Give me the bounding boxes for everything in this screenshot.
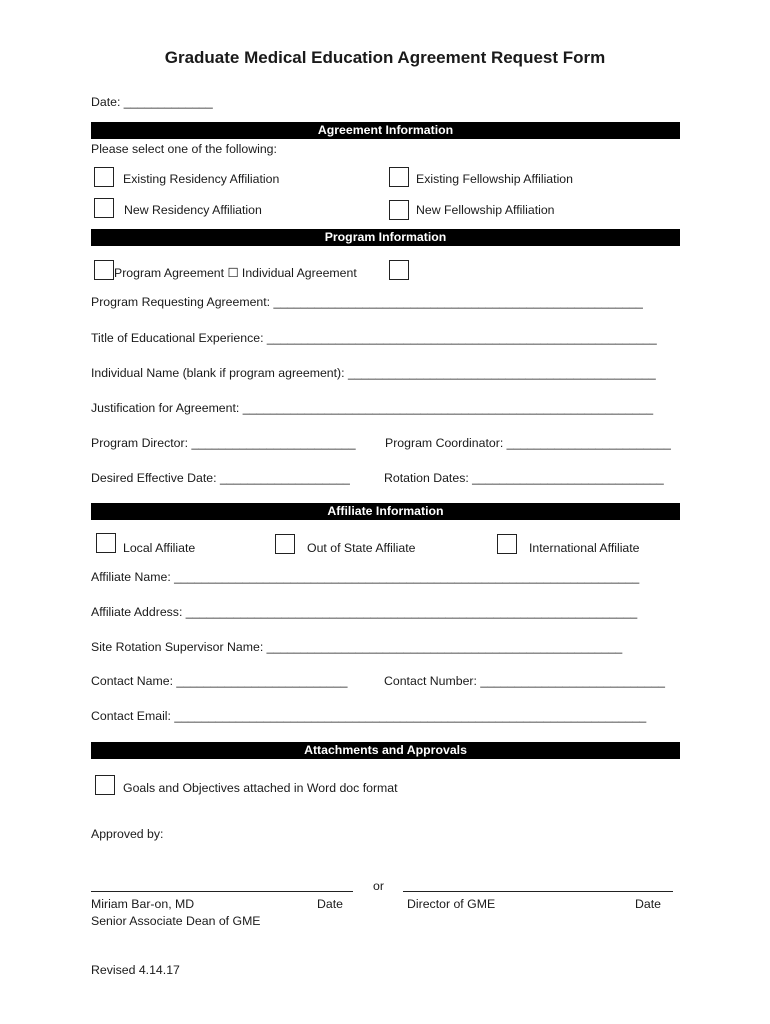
- justification-field[interactable]: Justification for Agreement: ____________________________________________________________: [91, 401, 654, 415]
- date-label-dean: Date: [317, 897, 343, 911]
- international-affiliate-checkbox[interactable]: [497, 534, 517, 554]
- individual-name-field[interactable]: Individual Name (blank if program agreement): _____________________________________________: [91, 366, 656, 380]
- program-director-field[interactable]: Program Director: ________________________: [91, 436, 356, 450]
- contact-number-field[interactable]: Contact Number: ___________________________: [384, 674, 666, 688]
- section-agreement-information: Agreement Information: [91, 122, 680, 139]
- new-fellowship-checkbox[interactable]: [389, 200, 409, 220]
- approved-by-label: Approved by:: [91, 827, 164, 841]
- form-title: Graduate Medical Education Agreement Request Form: [164, 48, 606, 67]
- section-affiliate-information: Affiliate Information: [91, 503, 680, 520]
- date-label-director: Date: [635, 897, 661, 911]
- goals-objectives-checkbox[interactable]: [95, 775, 115, 795]
- or-label: or: [373, 879, 384, 893]
- new-residency-label: New Residency Affiliation: [124, 203, 262, 217]
- signature-line-dean[interactable]: [91, 891, 353, 892]
- signer-name: Miriam Bar-on, MD: [91, 897, 195, 911]
- signer-title: Senior Associate Dean of GME: [91, 914, 261, 928]
- revised-date: Revised 4.14.17: [91, 963, 180, 977]
- new-residency-checkbox[interactable]: [94, 198, 114, 218]
- program-coordinator-field[interactable]: Program Coordinator: ________________________: [385, 436, 671, 450]
- program-requesting-field[interactable]: Program Requesting Agreement: ______________________________________________________: [91, 295, 643, 309]
- new-fellowship-label: New Fellowship Affiliation: [416, 203, 555, 217]
- affiliate-name-field[interactable]: Affiliate Name: ____________________________________________________________________: [91, 570, 640, 584]
- existing-residency-checkbox[interactable]: [94, 167, 114, 187]
- contact-email-field[interactable]: Contact Email: _____________________________________________________________________: [91, 709, 647, 723]
- out-of-state-affiliate-label: Out of State Affiliate: [307, 541, 416, 555]
- local-affiliate-label: Local Affiliate: [123, 541, 196, 555]
- site-rotation-supervisor-field[interactable]: Site Rotation Supervisor Name: ____________________________________________________: [91, 640, 623, 654]
- program-type-label: Program Agreement ☐ Individual Agreement: [114, 266, 357, 280]
- existing-fellowship-checkbox[interactable]: [389, 167, 409, 187]
- section-attachments-approvals: Attachments and Approvals: [91, 742, 680, 759]
- contact-name-field[interactable]: Contact Name: _________________________: [91, 674, 348, 688]
- out-of-state-affiliate-checkbox[interactable]: [275, 534, 295, 554]
- section-program-information: Program Information: [91, 229, 680, 246]
- director-gme-label: Director of GME: [407, 897, 496, 911]
- existing-fellowship-label: Existing Fellowship Affiliation: [416, 172, 573, 186]
- signature-line-director[interactable]: [403, 891, 673, 892]
- international-affiliate-label: International Affiliate: [529, 541, 640, 555]
- existing-residency-label: Existing Residency Affiliation: [123, 172, 280, 186]
- local-affiliate-checkbox[interactable]: [96, 533, 116, 553]
- rotation-dates-field[interactable]: Rotation Dates: ____________________________: [384, 471, 664, 485]
- title-educational-experience-field[interactable]: Title of Educational Experience: _________________________________________________________: [91, 331, 657, 345]
- individual-agreement-checkbox[interactable]: [389, 260, 409, 280]
- goals-objectives-label: Goals and Objectives attached in Word doc format: [123, 781, 398, 795]
- affiliate-address-field[interactable]: Affiliate Address: __________________________________________________________________: [91, 605, 638, 619]
- desired-effective-date-field[interactable]: Desired Effective Date: ___________________: [91, 471, 350, 485]
- program-agreement-checkbox[interactable]: [94, 260, 114, 280]
- date-field[interactable]: Date: _____________: [91, 95, 213, 109]
- agreement-instruction: Please select one of the following:: [91, 142, 277, 156]
